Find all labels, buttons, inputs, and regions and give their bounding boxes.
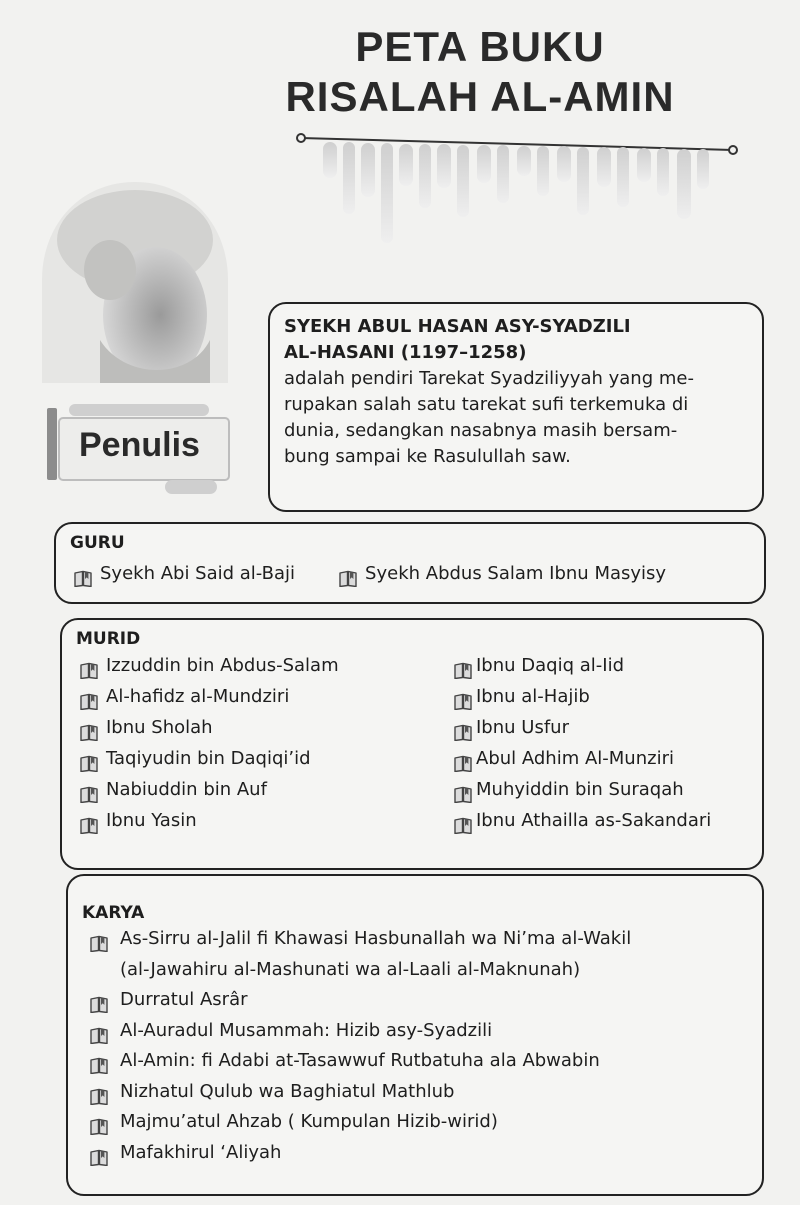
- karya-title: KARYA: [82, 903, 145, 923]
- murid-box: [60, 618, 764, 870]
- list-item: Al-hafidz al-Mundziri: [76, 681, 454, 712]
- list-item: Al-Auradul Musammah: Hizib asy-Syadzili: [82, 1016, 748, 1047]
- author-name-line-2: AL-HASANI (1197–1258): [284, 342, 527, 363]
- murid-right-column: [454, 650, 748, 836]
- list-item: Mafakhirul ‘Aliyah: [82, 1138, 748, 1169]
- penulis-label: Penulis: [79, 426, 200, 464]
- list-item: Durratul Asrâr: [82, 985, 748, 1016]
- list-item: Izzuddin bin Abdus-Salam: [76, 650, 454, 681]
- murid-title: MURID: [76, 629, 141, 649]
- list-item: Nabiuddin bin Auf: [76, 774, 454, 805]
- book-bookmark-icon: [74, 566, 92, 597]
- list-item: Ibnu Daqiq al-Iid: [454, 650, 748, 681]
- list-item: Ibnu Usfur: [454, 712, 748, 743]
- list-item: Ibnu Athailla as-Sakandari: [454, 805, 748, 836]
- list-item: Ibnu al-Hajib: [454, 681, 748, 712]
- list-item: As-Sirru al-Jalil fi Khawasi Hasbunallah wa Ni’ma al-Wakil: [82, 924, 748, 955]
- author-desc-line: adalah pendiri Tarekat Syadziliyyah yang me-: [284, 368, 694, 389]
- list-item: Ibnu Yasin: [76, 805, 454, 836]
- title-line-2: RISALAH AL-AMIN: [285, 73, 675, 120]
- list-item: Nizhatul Qulub wa Baghiatul Mathlub: [82, 1077, 748, 1108]
- book-bookmark-icon: [90, 932, 108, 963]
- title-line-1: PETA BUKU: [355, 23, 605, 70]
- author-name-line-1: SYEKH ABUL HASAN ASY-SYADZILI: [284, 316, 631, 337]
- murid-left-column: [76, 650, 454, 836]
- drip-ornament: [295, 128, 745, 248]
- list-item: Muhyiddin bin Suraqah: [454, 774, 748, 805]
- list-item-continuation: (al-Jawahiru al-Mashunati wa al-Laali al-Maknunah): [120, 958, 581, 980]
- book-bookmark-icon: [90, 1146, 108, 1177]
- list-item: Majmu’atul Ahzab ( Kumpulan Hizib-wirid): [82, 1107, 748, 1138]
- guru-box: [54, 522, 766, 604]
- book-bookmark-icon: [80, 813, 98, 844]
- guru-title: GURU: [70, 533, 125, 553]
- list-item: Syekh Abdus Salam Ibnu Masyisy: [335, 558, 666, 589]
- karya-list: [82, 924, 748, 1168]
- list-item: Abul Adhim Al-Munziri: [454, 743, 748, 774]
- author-desc-line: rupakan salah satu tarekat sufi terkemuka di: [284, 394, 689, 415]
- karya-box: [66, 874, 764, 1196]
- penulis-tag: [45, 398, 245, 498]
- book-title: [260, 22, 700, 122]
- author-desc-line: dunia, sedangkan nasabnya masih bersam-: [284, 420, 678, 441]
- list-item: Syekh Abi Said al-Baji: [70, 558, 295, 589]
- book-bookmark-icon: [339, 566, 357, 597]
- author-desc-line: bung sampai ke Rasulullah saw.: [284, 446, 571, 467]
- book-bookmark-icon: [454, 813, 472, 844]
- author-portrait: [40, 180, 230, 385]
- author-box: [268, 302, 764, 512]
- list-item: Ibnu Sholah: [76, 712, 454, 743]
- list-item: Al-Amin: fi Adabi at-Tasawwuf Rutbatuha ala Abwabin: [82, 1046, 748, 1077]
- list-item: Taqiyudin bin Daqiqi’id: [76, 743, 454, 774]
